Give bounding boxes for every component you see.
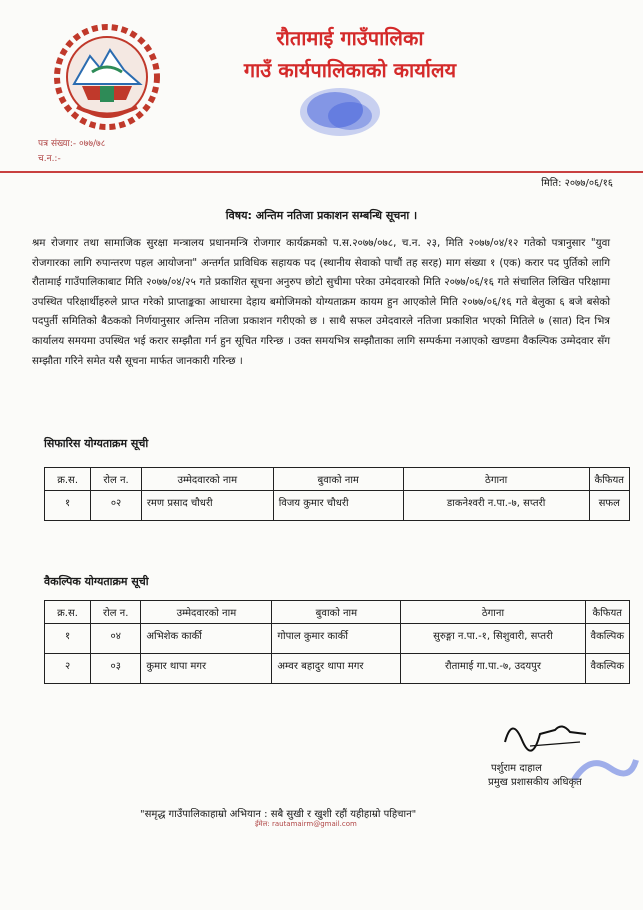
signatory-name: पर्शुराम दाहाल (491, 763, 542, 774)
cell-remark: वैकल्पिक (585, 624, 629, 654)
recommended-table (44, 467, 630, 521)
col-address: ठेगाना (401, 601, 585, 624)
col-name: उम्मेदवारको नाम (141, 468, 273, 491)
cell-sn: २ (45, 654, 91, 684)
office-title (230, 22, 470, 86)
cell-sn: १ (45, 624, 91, 654)
alternate-table (44, 600, 630, 684)
cell-address: रौतामाई गा.पा.-७, उदयपुर (401, 654, 585, 684)
cell-roll: ०२ (91, 491, 142, 521)
cell-address: डाकनेश्वरी न.पा.-७, सप्तरी (403, 491, 589, 521)
cell-roll: ०३ (91, 654, 141, 684)
cell-remark: वैकल्पिक (585, 654, 629, 684)
col-sn: क्र.स. (45, 468, 91, 491)
cell-sn: १ (45, 491, 91, 521)
table-row (45, 654, 630, 684)
footer-slogan: "समृद्ध गाउँपालिकाहाम्रो अभियान : सबै सुखी र खुशी रहौं यहीहाम्रो पहिचान" (140, 809, 417, 820)
office-stamp-icon (295, 82, 385, 142)
signatory-title: प्रमुख प्रशासकीय अधिकृत (488, 777, 582, 788)
cell-remark: सफल (589, 491, 629, 521)
table-row (45, 624, 630, 654)
cell-roll: ०४ (91, 624, 141, 654)
col-remark: कैफियत (585, 601, 629, 624)
cell-address: सुरुङ्गा न.पा.-१, सिशुवारी, सप्तरी (401, 624, 585, 654)
recommended-heading: सिफारिस योग्यताक्रम सूची (44, 437, 149, 450)
office-name-line1: रौतामाई गाउँपालिका (276, 26, 424, 50)
cell-father: विजय कुमार चौधरी (273, 491, 403, 521)
col-sn: क्र.स. (45, 601, 91, 624)
table-header-row (45, 468, 630, 491)
table-header-row (45, 601, 630, 624)
table-row (45, 491, 630, 521)
ref-number: पत्र संख्या:- ०७७/७८ (38, 139, 106, 149)
col-remark: कैफियत (589, 468, 629, 491)
office-name-line2: गाउँ कार्यपालिकाको कार्यालय (243, 58, 457, 82)
signature-icon (500, 712, 590, 752)
col-roll: रोल न. (91, 601, 141, 624)
dispatch-number: च.न.:- (38, 154, 61, 164)
col-father: बुवाको नाम (272, 601, 401, 624)
cell-name: अभिशेक कार्की (141, 624, 272, 654)
nepal-emblem-icon (52, 22, 162, 132)
col-father: बुवाको नाम (273, 468, 403, 491)
subject-line: विषय: अन्तिम नतिजा प्रकाशन सम्बन्धि सूचना । (225, 209, 418, 222)
cell-name: रमण प्रसाद चौधरी (141, 491, 273, 521)
footer-email: ईमेल: rautamairm@gmail.com (255, 820, 357, 828)
notice-date: मिति: २०७७/०६/१६ (541, 178, 613, 189)
notice-body: श्रम रोजगार तथा सामाजिक सुरक्षा मन्त्रालय प्रधानमन्त्रि रोजगार कार्यक्रमको प.स.२०७७/०७८, च.न. २३, मिति २०७७/०४/१२ गतेको पत्रानुसार "युवा रोजगारका लागि रुपान्तरण पहल आयोजना" अन्तर्गत प्राविधिक सहायक पद (स्थानीय सेवाको पाचौं तह सरह) माग संख्या १ (एक) करार पद पुर्तिको लागि रौतामाई गाउँपालिकाबाट मिति २०७७/०४/२५ गते प्रकाशित सूचना अनुरुप छोटो सुचीमा परेका उमेदवारको मिति २०७७/०६/१६ गते संचालित लिखित परिक्षामा उपस्थित परिक्षार्थीहरुले प्राप्त गरेको प्राप्ताङ्कका आधारमा देहाय बमोजिमको योग्यताक्रम कायम हुन आएकोले मिति २०७७/०६/१६ गते बेलुका ६ बजे बसेको पदपुर्ती समितिको बैठकको निर्णयानुसार अन्तिम नतिजा प्रकाशन गरीएको छ । साथै सफल उमेदवारले नतिजा प्रकाशित भएको मितिले ७ (सात) दिन भित्र कार्यालय समयमा उपस्थित भई करार सम्झौता गर्न हुन सूचित गरिन्छ । उक्त समयभित्र सम्झौताका लागि सम्पर्कमा नआएको खण्डमा वैकल्पिक उम्मेदवार सँग सम्झौता गरिने समेत यसै सूचना मार्फत जानकारी गरिन्छ । (32, 237, 610, 367)
cell-father: गोपाल कुमार कार्की (272, 624, 401, 654)
cell-name: कुमार थापा मगर (141, 654, 272, 684)
reference-block (38, 137, 105, 167)
col-name: उम्मेदवारको नाम (141, 601, 272, 624)
col-address: ठेगाना (403, 468, 589, 491)
alternate-heading: वैकल्पिक योग्यताक्रम सूची (44, 575, 149, 588)
col-roll: रोल न. (91, 468, 142, 491)
cell-father: अम्वर बहादुर थापा मगर (272, 654, 401, 684)
header-divider (0, 171, 643, 173)
